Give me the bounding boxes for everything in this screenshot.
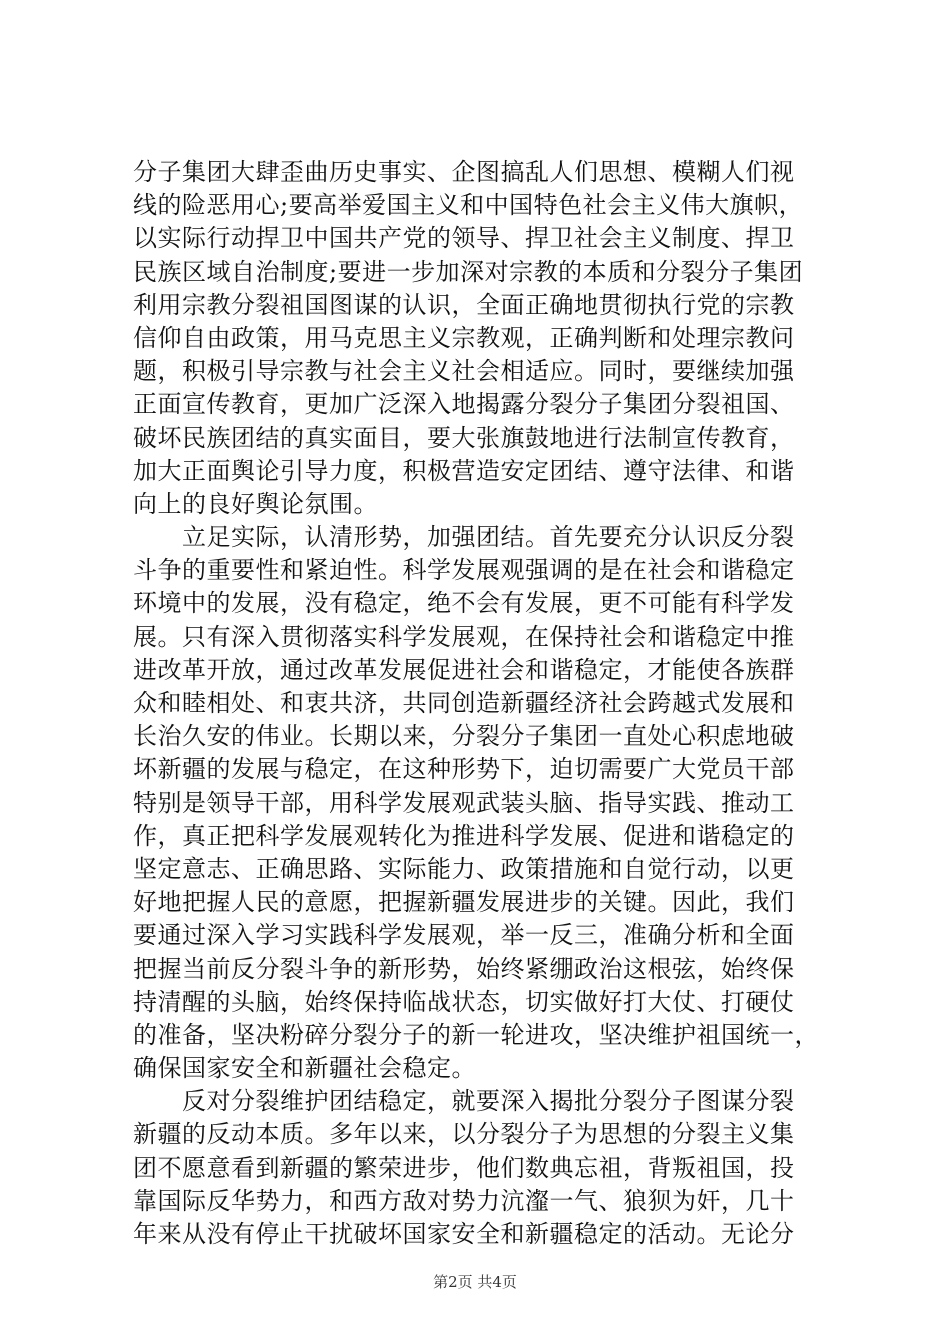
text-line: 作，真正把科学发展观转化为推进科学发展、促进和谐稳定的 (133, 821, 795, 850)
text-line: 线的险恶用心;要高举爱国主义和中国特色社会主义伟大旗帜， (133, 191, 804, 220)
text-line: 题，积极引导宗教与社会主义社会相适应。同时，要继续加强 (133, 357, 795, 386)
text-line: 年来从没有停止干扰破坏国家安全和新疆稳定的活动。无论分 (133, 1220, 795, 1248)
text-line: 反对分裂维护团结稳定，就要深入揭批分裂分子图谋分裂 (133, 1087, 795, 1116)
text-line: 特别是领导干部，用科学发展观武装头脑、指导实践、推动工 (133, 788, 795, 817)
text-line: 坏新疆的发展与稳定，在这种形势下，迫切需要广大党员干部 (133, 755, 795, 784)
text-line: 信仰自由政策，用马克思主义宗教观，正确判断和处理宗教问 (133, 323, 795, 352)
text-line: 分子集团大肆歪曲历史事实、企图搞乱人们思想、模糊人们视 (133, 158, 795, 186)
body-text (133, 156, 833, 1251)
text-line: 的准备，坚决粉碎分裂分子的新一轮进攻，坚决维护祖国统一， (133, 1020, 819, 1049)
text-line: 民族区域自治制度;要进一步加深对宗教的本质和分裂分子集团 (133, 257, 804, 286)
text-line: 持清醒的头脑，始终保持临战状态，切实做好打大仗、打硬仗 (133, 987, 795, 1016)
text-line: 靠国际反华势力，和西方敌对势力沆瀣一气、狼狈为奸，几十 (133, 1186, 795, 1215)
page-footer: 第2页 共4页 (433, 1273, 517, 1291)
text-line: 向上的良好舆论氛围。 (133, 489, 378, 518)
text-line: 要通过深入学习实践科学发展观，举一反三，准确分析和全面 (133, 921, 795, 950)
text-line: 长治久安的伟业。长期以来，分裂分子集团一直处心积虑地破 (133, 722, 795, 751)
text-line: 展。只有深入贯彻落实科学发展观，在保持社会和谐稳定中推 (133, 622, 795, 651)
text-line: 正面宣传教育，更加广泛深入地揭露分裂分子集团分裂祖国、 (133, 390, 795, 419)
text-line: 斗争的重要性和紧迫性。科学发展观强调的是在社会和谐稳定 (133, 556, 795, 585)
text-line: 新疆的反动本质。多年以来，以分裂分子为思想的分裂主义集 (133, 1120, 795, 1149)
text-line: 坚定意志、正确思路、实际能力、政策措施和自觉行动，以更 (133, 854, 795, 883)
text-line: 好地把握人民的意愿，把握新疆发展进步的关键。因此，我们 (133, 888, 795, 917)
text-line: 环境中的发展，没有稳定，绝不会有发展，更不可能有科学发 (133, 589, 795, 618)
text-line: 把握当前反分裂斗争的新形势，始终紧绷政治这根弦，始终保 (133, 954, 795, 983)
text-line: 众和睦相处、和衷共济，共同创造新疆经济社会跨越式发展和 (133, 689, 795, 717)
text-line: 利用宗教分裂祖国图谋的认识，全面正确地贯彻执行党的宗教 (133, 290, 795, 319)
text-line: 破坏民族团结的真实面目，要大张旗鼓地进行法制宣传教育， (133, 423, 795, 452)
text-line: 进改革开放，通过改革发展促进社会和谐稳定，才能使各族群 (133, 655, 795, 684)
text-line: 加大正面舆论引导力度，积极营造安定团结、遵守法律、和谐 (133, 456, 795, 485)
text-line: 团不愿意看到新疆的繁荣进步，他们数典忘祖，背叛祖国，投 (133, 1153, 795, 1182)
text-line: 确保国家安全和新疆社会稳定。 (133, 1054, 476, 1083)
text-line: 立足实际，认清形势，加强团结。首先要充分认识反分裂 (133, 523, 795, 552)
text-line: 以实际行动捍卫中国共产党的领导、捍卫社会主义制度、捍卫 (133, 224, 795, 253)
